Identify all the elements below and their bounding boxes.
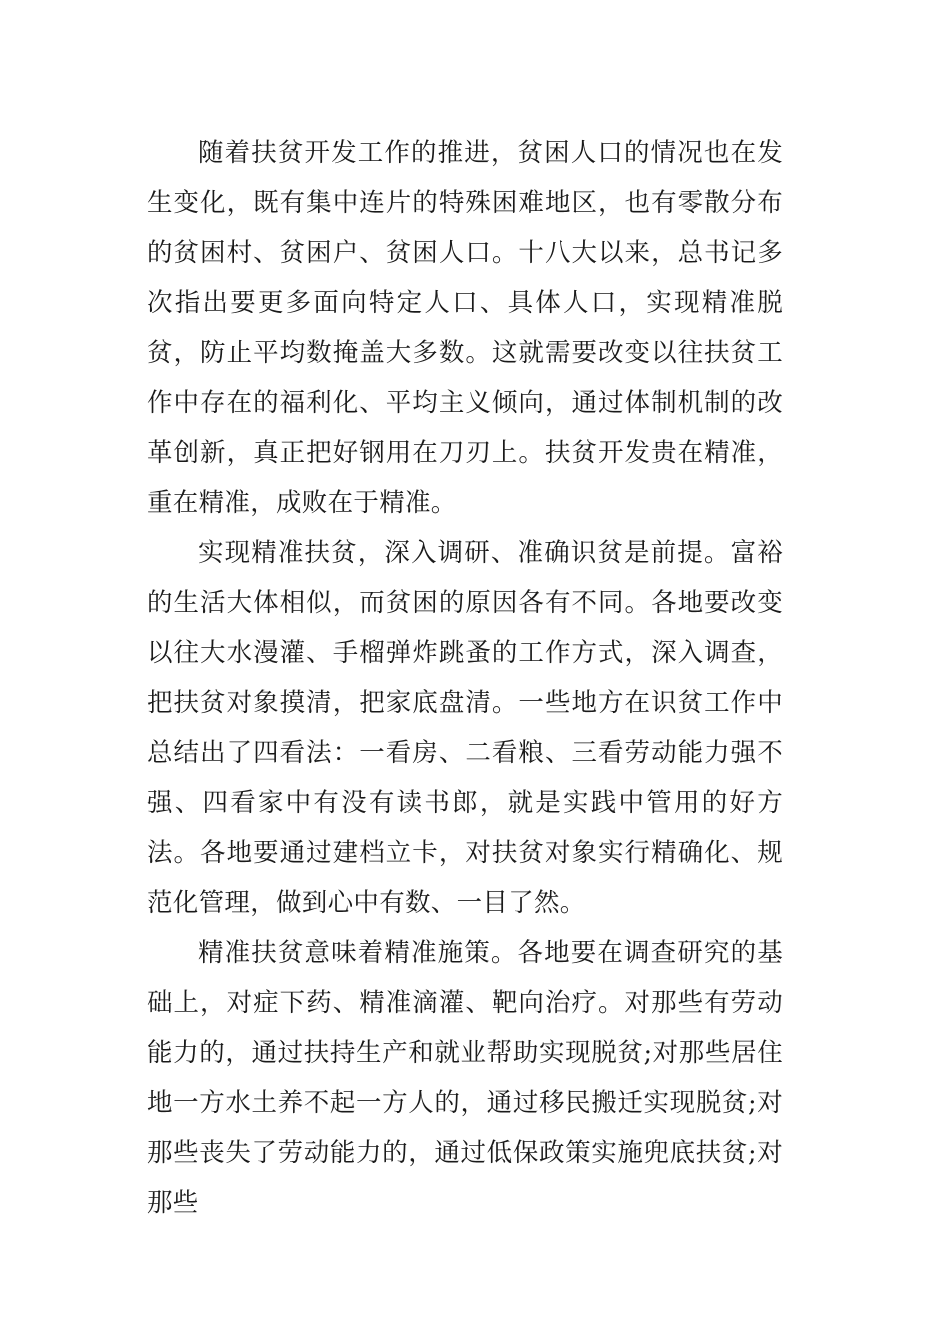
document-body (147, 128, 783, 1228)
paragraph-1: 随着扶贫开发工作的推进，贫困人口的情况也在发生变化，既有集中连片的特殊困难地区，也有零散分布的贫困村、贫困户、贫困人口。十八大以来，总书记多次指出要更多面向特定人口、具体人口，实现精准脱贫，防止平均数掩盖大多数。这就需要改变以往扶贫工作中存在的福利化、平均主义倾向，通过体制机制的改革创新，真正把好钢用在刀刃上。扶贫开发贵在精准，重在精准，成败在于精准。 (147, 138, 783, 518)
paragraph-3: 精准扶贫意味着精准施策。各地要在调查研究的基础上，对症下药、精准滴灌、靶向治疗。对那些有劳动能力的，通过扶持生产和就业帮助实现脱贫;对那些居住地一方水土养不起一方人的，通过移民搬迁实现脱贫;对那些丧失了劳动能力的，通过低保政策实施兜底扶贫;对那些 (147, 938, 783, 1218)
paragraph-2: 实现精准扶贫，深入调研、准确识贫是前提。富裕的生活大体相似，而贫困的原因各有不同。各地要改变以往大水漫灌、手榴弹炸跳蚤的工作方式，深入调查，把扶贫对象摸清，把家底盘清。一些地方在识贫工作中总结出了四看法：一看房、二看粮、三看劳动能力强不强、四看家中有没有读书郎，就是实践中管用的好方法。各地要通过建档立卡，对扶贫对象实行精确化、规范化管理，做到心中有数、一目了然。 (147, 538, 783, 918)
